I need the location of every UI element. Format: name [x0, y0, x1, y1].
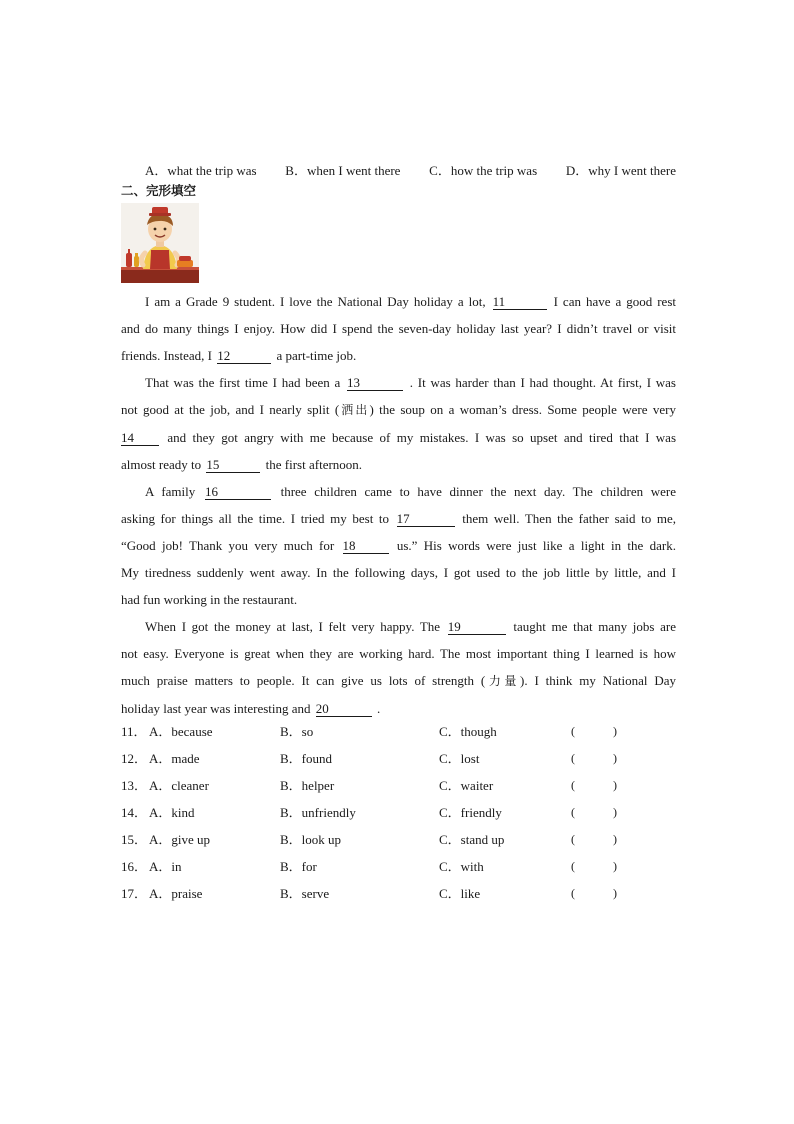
section-title: 二、完形填空 — [121, 183, 197, 198]
option-a: A．cleaner — [149, 778, 209, 793]
bracket-open: ( — [571, 832, 575, 846]
bracket-close: ) — [613, 859, 617, 873]
answer-options-list — [121, 718, 676, 907]
chinese-gloss: 洒出 — [339, 403, 370, 417]
blank-17: 17 — [397, 512, 455, 527]
bracket-open: ( — [571, 751, 575, 765]
question-number: 12． — [121, 751, 148, 766]
answer-bracket[interactable] — [571, 880, 617, 907]
blank-19: 19 — [448, 620, 506, 635]
option-a: A．because — [149, 724, 213, 739]
option-b: B．found — [280, 751, 333, 766]
question-row — [121, 880, 676, 907]
option-b: B．so — [280, 724, 314, 739]
blank-13: 13 — [347, 376, 403, 391]
passage-text: That was the first time I had been a — [145, 375, 346, 390]
blank-15: 15 — [206, 458, 260, 473]
bracket-open: ( — [571, 886, 575, 900]
passage-text: asking for things all the time. I tried my best to — [121, 511, 395, 526]
answer-bracket[interactable] — [571, 799, 617, 826]
option-b: B．unfriendly — [280, 805, 356, 820]
bracket-close: ) — [613, 886, 617, 900]
cloze-passage — [121, 288, 676, 722]
passage-text: almost ready to — [121, 457, 205, 472]
passage-line — [121, 586, 676, 613]
bracket-open: ( — [571, 859, 575, 873]
passage-line — [121, 396, 676, 424]
passage-line — [121, 667, 676, 695]
option-a: A．in — [149, 859, 182, 874]
question-number: 11． — [121, 724, 147, 739]
option-c: C．friendly — [439, 805, 502, 820]
passage-line — [121, 640, 676, 667]
blank-12: 12 — [217, 349, 271, 364]
passage-line — [121, 478, 676, 505]
bracket-open: ( — [571, 805, 575, 819]
option-a: A．give up — [149, 832, 211, 847]
passage-text: the first afternoon. — [262, 457, 363, 472]
passage-text: ). I think my National Day — [520, 673, 676, 688]
question-number: 15． — [121, 832, 148, 847]
option-d: D．why I went there — [565, 163, 676, 178]
blank-20: 20 — [316, 702, 372, 717]
chinese-gloss: 力量 — [485, 674, 521, 688]
answer-bracket[interactable] — [571, 718, 617, 745]
passage-line — [121, 424, 676, 451]
passage-text: a part-time job. — [273, 348, 357, 363]
passage-line — [121, 369, 676, 396]
bracket-close: ) — [613, 778, 617, 792]
option-c: C．stand up — [439, 832, 505, 847]
question-row — [121, 745, 676, 772]
option-a: A．what the trip was — [145, 163, 257, 178]
bracket-close: ) — [613, 832, 617, 846]
passage-text: and do many things I enjoy. How did I spend the seven-day holiday last year? I didn’t travel or visit — [121, 321, 676, 336]
bracket-close: ) — [613, 805, 617, 819]
passage-line — [121, 315, 676, 342]
passage-line — [121, 451, 676, 478]
bracket-close: ) — [613, 751, 617, 765]
passage-text: I can have a good rest — [548, 294, 676, 309]
passage-text: My tiredness suddenly went away. In the following days, I got used to the job little by little, and I — [121, 565, 676, 580]
passage-line — [121, 342, 676, 369]
passage-text: friends. Instead, I — [121, 348, 216, 363]
passage-line — [121, 559, 676, 586]
passage-text: them well. Then the father said to me, — [456, 511, 676, 526]
question-row — [121, 799, 676, 826]
option-b: B．look up — [280, 832, 342, 847]
question-row — [121, 772, 676, 799]
option-c: C．lost — [439, 751, 480, 766]
option-c: C．waiter — [439, 778, 494, 793]
option-b: B．for — [280, 859, 317, 874]
passage-line — [121, 288, 676, 315]
question-number: 14． — [121, 805, 148, 820]
blank-16: 16 — [205, 485, 271, 500]
question-number: 17． — [121, 886, 148, 901]
passage-text: A family — [145, 484, 203, 499]
passage-text: “Good job! Thank you very much for — [121, 538, 341, 553]
answer-bracket[interactable] — [571, 745, 617, 772]
bracket-open: ( — [571, 778, 575, 792]
question-row — [121, 853, 676, 880]
passage-text: three children came to have dinner the next day. The children were — [272, 484, 677, 499]
option-b: B．serve — [280, 886, 330, 901]
passage-text: ) the soup on a woman’s dress. Some people were very — [369, 402, 676, 417]
passage-text: had fun working in the restaurant. — [121, 592, 298, 607]
waiter-boy-illustration — [121, 203, 199, 283]
blank-18: 18 — [343, 539, 389, 554]
passage-text: much praise matters to people. It can give us lots of strength ( — [121, 673, 486, 688]
bracket-close: ) — [613, 724, 617, 738]
passage-text: not easy. Everyone is great when they are working hard. The most important thing I learned is how — [121, 646, 676, 661]
answer-bracket[interactable] — [571, 853, 617, 880]
option-c: C．with — [439, 859, 484, 874]
passage-line — [121, 613, 676, 640]
passage-text: us.” His words were just like a light in the dark. — [390, 538, 676, 553]
option-a: A．made — [149, 751, 200, 766]
passage-text: . It was harder than I had thought. At first, I was — [405, 375, 676, 390]
passage-text: . — [373, 701, 381, 716]
question-row — [121, 718, 676, 745]
answer-bracket[interactable] — [571, 826, 617, 853]
option-c: C．though — [439, 724, 497, 739]
question-number: 13． — [121, 778, 148, 793]
passage-text: and they got angry with me because of my mistakes. I was so upset and tired that I was — [161, 430, 676, 445]
option-c: C．how the trip was — [429, 163, 538, 178]
question-row — [121, 826, 676, 853]
option-a: A．praise — [149, 886, 203, 901]
previous-question-options — [145, 160, 676, 179]
answer-bracket[interactable] — [571, 772, 617, 799]
passage-line — [121, 505, 676, 532]
option-b: B．helper — [280, 778, 335, 793]
passage-text: not good at the job, and I nearly split ( — [121, 402, 340, 417]
passage-text: taught me that many jobs are — [507, 619, 676, 634]
option-a: A．kind — [149, 805, 195, 820]
blank-11: 11 — [493, 295, 547, 310]
bracket-open: ( — [571, 724, 575, 738]
passage-text: holiday last year was interesting and — [121, 701, 314, 716]
question-number: 16． — [121, 859, 148, 874]
passage-text: I am a Grade 9 student. I love the National Day holiday a lot, — [145, 294, 491, 309]
passage-text: When I got the money at last, I felt very happy. The — [145, 619, 446, 634]
passage-line — [121, 532, 676, 559]
option-b: B．when I went there — [285, 163, 401, 178]
blank-14: 14 — [121, 431, 159, 446]
option-c: C．like — [439, 886, 481, 901]
